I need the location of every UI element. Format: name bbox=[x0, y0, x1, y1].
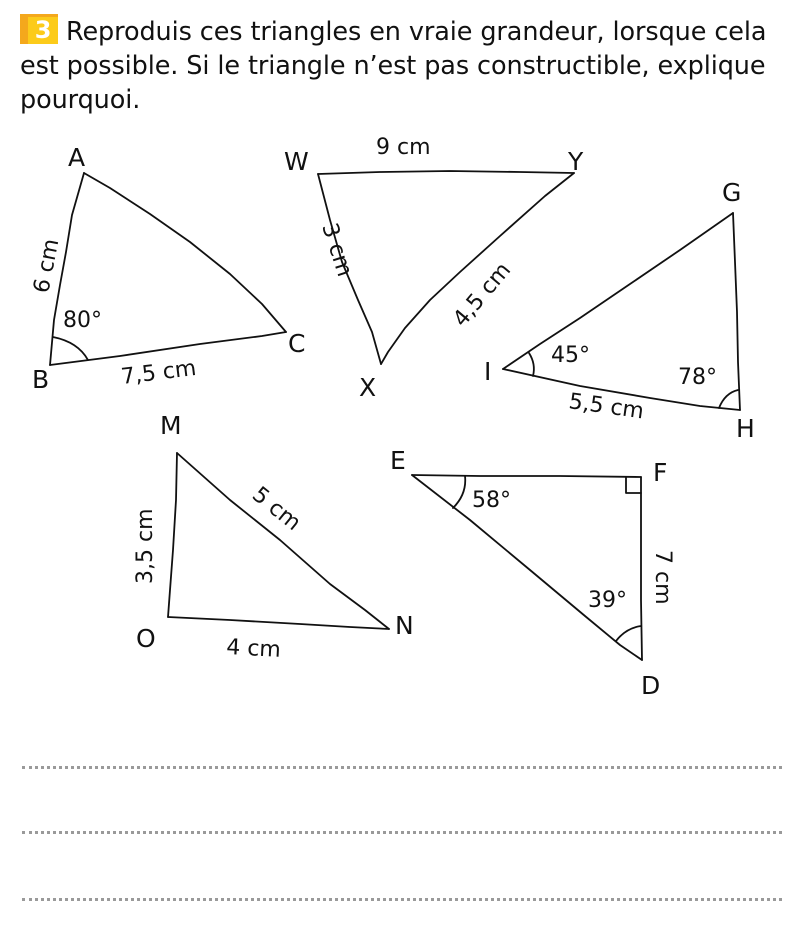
side-mo-length: 3,5 cm bbox=[133, 508, 158, 584]
side-on-length: 4 cm bbox=[225, 635, 282, 663]
vertex-c-label: C bbox=[288, 329, 306, 358]
triangle-gih-angle-h-arc bbox=[719, 390, 738, 408]
triangle-abc-side-ac bbox=[84, 173, 286, 332]
triangle-wyx-side-wy bbox=[318, 171, 574, 174]
triangle-mon-side-mo bbox=[168, 453, 177, 617]
exercise-instruction: Reproduis ces triangles en vraie grandeur, lorsque cela est possible. Si le triangle n’est pas constructible, explique pourquoi. bbox=[20, 17, 767, 115]
vertex-f-label: F bbox=[653, 458, 668, 487]
triangle-mon-side-mn bbox=[177, 453, 389, 629]
triangle-wyx-side-yx bbox=[381, 173, 574, 364]
triangle-efd-side-ed bbox=[412, 475, 642, 660]
side-mn-length: 5 cm bbox=[247, 482, 306, 536]
side-ab-length: 6 cm bbox=[29, 236, 65, 296]
side-yx-length: 4,5 cm bbox=[448, 257, 517, 332]
vertex-g-label: G bbox=[722, 178, 742, 207]
triangle-efd-angle-d-arc bbox=[616, 626, 641, 641]
vertex-x-label: X bbox=[359, 373, 377, 402]
vertex-w-label: W bbox=[284, 147, 309, 176]
triangle-abc-angle-b-arc bbox=[53, 337, 88, 360]
vertex-m-label: M bbox=[160, 411, 182, 440]
angle-i-label: 45° bbox=[551, 343, 590, 368]
side-ih-length: 5,5 cm bbox=[567, 389, 646, 425]
answer-line-1[interactable] bbox=[22, 766, 782, 769]
triangle-mon-side-on bbox=[168, 617, 389, 629]
triangle-efd-side-fd bbox=[641, 477, 642, 660]
side-wy-length: 9 cm bbox=[376, 135, 431, 160]
exercise-number: 3 bbox=[28, 17, 58, 44]
triangle-efd-angle-e-arc bbox=[453, 476, 465, 508]
answer-line-3[interactable] bbox=[22, 898, 782, 901]
vertex-a-label: A bbox=[68, 143, 86, 172]
vertex-h-label: H bbox=[736, 414, 755, 443]
vertex-o-label: O bbox=[136, 624, 156, 653]
vertex-i-label: I bbox=[484, 357, 492, 386]
triangle-gih-side-gi bbox=[503, 213, 733, 369]
vertex-e-label: E bbox=[390, 446, 406, 475]
angle-b-label: 80° bbox=[63, 308, 102, 333]
angle-d-label: 39° bbox=[588, 588, 627, 613]
vertex-d-label: D bbox=[641, 671, 661, 700]
triangle-gih-side-gh bbox=[733, 213, 740, 410]
answer-line-2[interactable] bbox=[22, 831, 782, 834]
side-fd-length: 7 cm bbox=[650, 550, 675, 605]
angle-h-label: 78° bbox=[678, 365, 717, 390]
vertex-n-label: N bbox=[395, 611, 414, 640]
side-bc-length: 7,5 cm bbox=[119, 355, 198, 390]
angle-e-label: 58° bbox=[472, 488, 511, 513]
triangle-gih-angle-i-arc bbox=[529, 353, 534, 376]
side-wx-length: 3 cm bbox=[316, 220, 357, 280]
triangle-efd-side-ef bbox=[412, 475, 641, 477]
triangle-efd-right-angle-f bbox=[626, 477, 641, 493]
vertex-b-label: B bbox=[32, 365, 50, 394]
vertex-y-label: Y bbox=[568, 147, 584, 176]
